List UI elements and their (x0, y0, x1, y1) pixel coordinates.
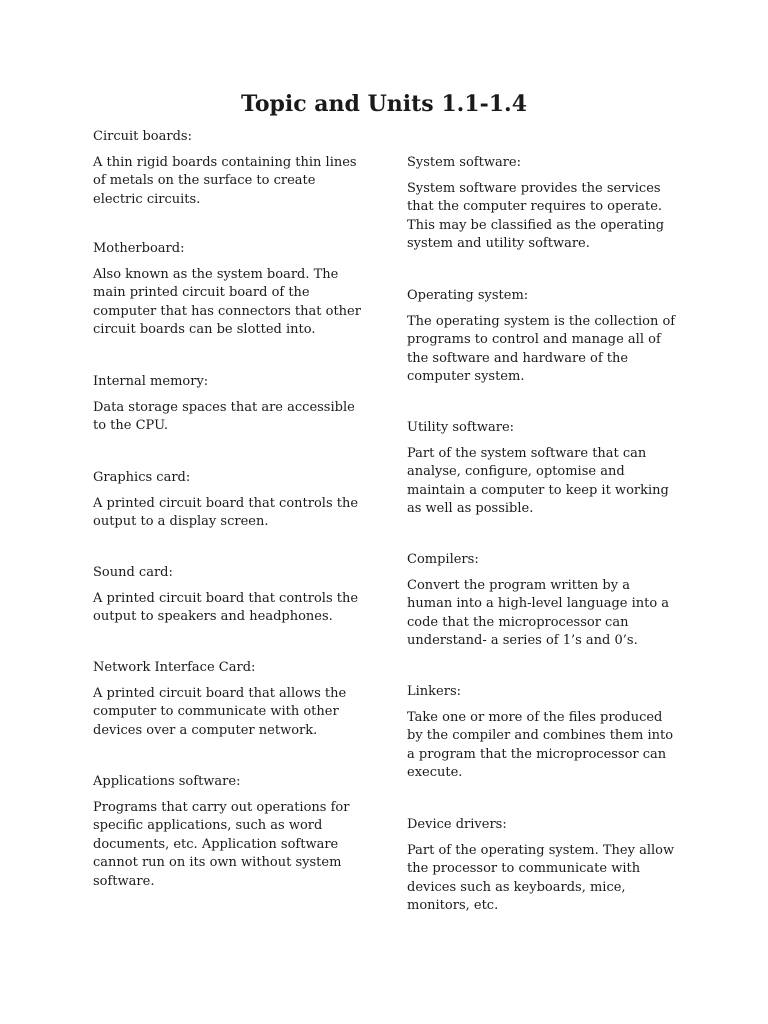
page-title: Topic and Units 1.1-1.4 (240, 91, 528, 117)
term-definition: Also known as the system board. The main printed circuit board of the computer that has connectors that other circuit boards can be slotted into. (93, 266, 361, 337)
term-definition: Part of the system software that can analyse, configure, optomise and maintain a computer to keep it working as well as possible. (407, 445, 669, 516)
glossary-entry-operating-system (407, 287, 692, 387)
glossary-entry-network-interface-card (93, 659, 375, 740)
term-label: Utility software: (407, 420, 515, 435)
glossary-entry-utility-software (407, 419, 692, 519)
glossary-entry-circuit-boards (93, 128, 375, 209)
glossary-entry-sound-card (93, 564, 375, 627)
term-label: Device drivers: (407, 817, 507, 832)
term-label: Linkers: (407, 684, 461, 699)
term-label: Internal memory: (93, 374, 209, 389)
term-definition: Programs that carry out operations for specific applications, such as word documents, etc. Application software cannot run on its own without system software. (93, 799, 350, 889)
glossary-entry-internal-memory (93, 373, 375, 436)
term-label: Graphics card: (93, 470, 191, 485)
term-definition: A printed circuit board that allows the computer to communicate with other devices over a computer network. (93, 685, 347, 738)
term-label: Circuit boards: (93, 129, 192, 144)
term-label: Sound card: (93, 565, 173, 580)
glossary-entry-graphics-card (93, 469, 375, 532)
term-label: Motherboard: (93, 241, 185, 256)
term-label: Operating system: (407, 288, 529, 303)
glossary-entry-system-software (407, 154, 692, 254)
term-definition: A printed circuit board that controls the output to speakers and headphones. (93, 590, 359, 624)
glossary-entry-compilers (407, 551, 692, 651)
glossary-entry-motherboard (93, 240, 375, 340)
term-definition: A printed circuit board that controls the output to a display screen. (93, 495, 359, 529)
term-label: Applications software: (93, 774, 241, 789)
term-definition: Take one or more of the files produced by the compiler and combines them into a program that the microprocessor can execute. (407, 709, 674, 780)
term-definition: A thin rigid boards containing thin lines of metals on the surface to create electric circuits. (93, 154, 357, 207)
term-label: System software: (407, 155, 521, 170)
term-definition: Data storage spaces that are accessible to the CPU. (93, 399, 355, 433)
glossary-entry-linkers (407, 683, 692, 783)
glossary-entry-device-drivers (407, 816, 692, 916)
term-label: Compilers: (407, 552, 479, 567)
term-definition: Part of the operating system. They allow the processor to communicate with devices such as keyboards, mice, monitors, etc. (407, 842, 675, 913)
glossary-entry-applications-software (93, 773, 375, 891)
term-definition: The operating system is the collection of programs to control and manage all of the software and hardware of the computer system. (407, 313, 676, 384)
term-label: Network Interface Card: (93, 660, 256, 675)
term-definition: System software provides the services that the computer requires to operate. This may be classified as the operating system and utility software. (407, 180, 665, 251)
term-definition: Convert the program written by a human into a high-level language into a code that the microprocessor can understand- a series of 1’s and 0’s. (407, 577, 670, 648)
